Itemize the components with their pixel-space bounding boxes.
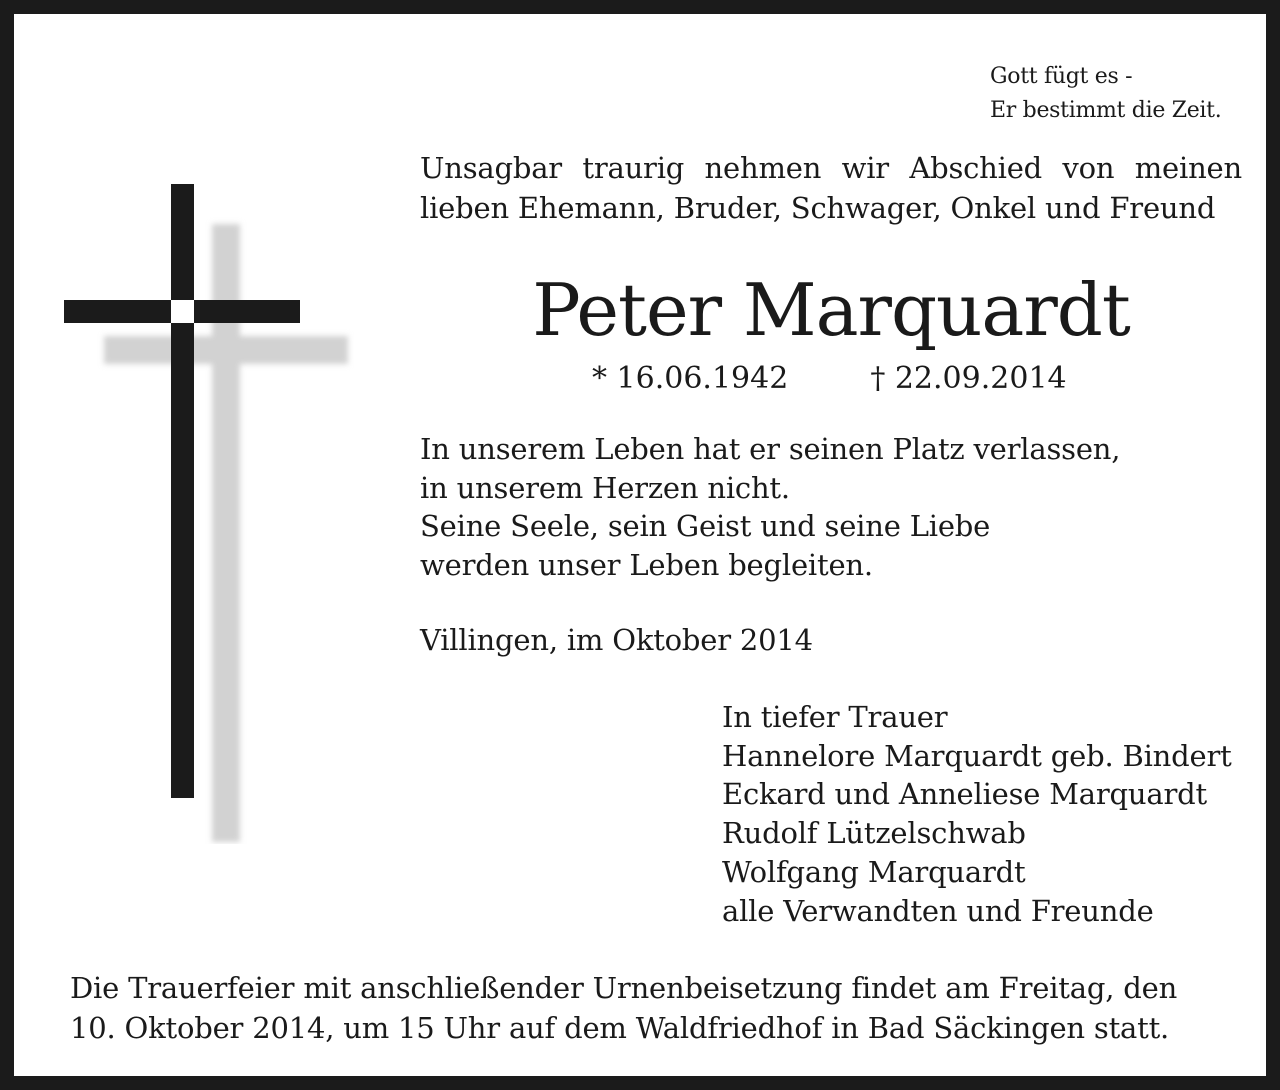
deceased-name: Peter Marquardt xyxy=(532,268,1130,352)
mourners-heading: In tiefer Trauer xyxy=(722,700,948,734)
intro-text xyxy=(420,148,1242,228)
intro-line: lieben Ehemann, Bruder, Schwager, Onkel und Freund xyxy=(420,191,1216,225)
cross-center xyxy=(171,300,194,323)
death-date: † 22.09.2014 xyxy=(870,361,1067,396)
verse-line: Seine Seele, sein Geist und seine Liebe xyxy=(420,509,991,543)
mourner: alle Verwandten und Freunde xyxy=(722,893,1154,928)
intro-line: Unsagbar traurig nehmen wir Abschied von meinen xyxy=(420,151,1242,185)
funeral-line: 10. Oktober 2014, um 15 Uhr auf dem Waldfriedhof in Bad Säckingen statt. xyxy=(70,1011,1170,1045)
verse-line: In unserem Leben hat er seinen Platz verlassen, xyxy=(420,432,1121,466)
verse xyxy=(420,430,1120,584)
birth-date: * 16.06.1942 xyxy=(592,361,789,396)
verse-line: in unserem Herzen nicht. xyxy=(420,470,790,505)
cross-icon xyxy=(64,184,354,844)
mourner: Wolfgang Marquardt xyxy=(722,854,1026,889)
life-dates xyxy=(592,358,1067,400)
verse-line: werden unser Leben begleiten. xyxy=(420,547,873,582)
cross-shape xyxy=(64,184,300,798)
funeral-line: Die Trauerfeier mit anschließender Urnenbeisetzung findet am Freitag, den xyxy=(70,971,1178,1005)
motto-line: Er bestimmt die Zeit. xyxy=(990,98,1222,123)
mourners-list xyxy=(722,698,1232,930)
mourner: Hannelore Marquardt geb. Bindert xyxy=(722,738,1232,773)
motto xyxy=(990,60,1221,128)
motto-line: Gott fügt es - xyxy=(990,64,1133,89)
mourner: Eckard und Anneliese Marquardt xyxy=(722,777,1207,812)
mourner: Rudolf Lützelschwab xyxy=(722,816,1026,851)
place-and-date: Villingen, im Oktober 2014 xyxy=(420,623,813,657)
funeral-notice xyxy=(70,968,1177,1048)
